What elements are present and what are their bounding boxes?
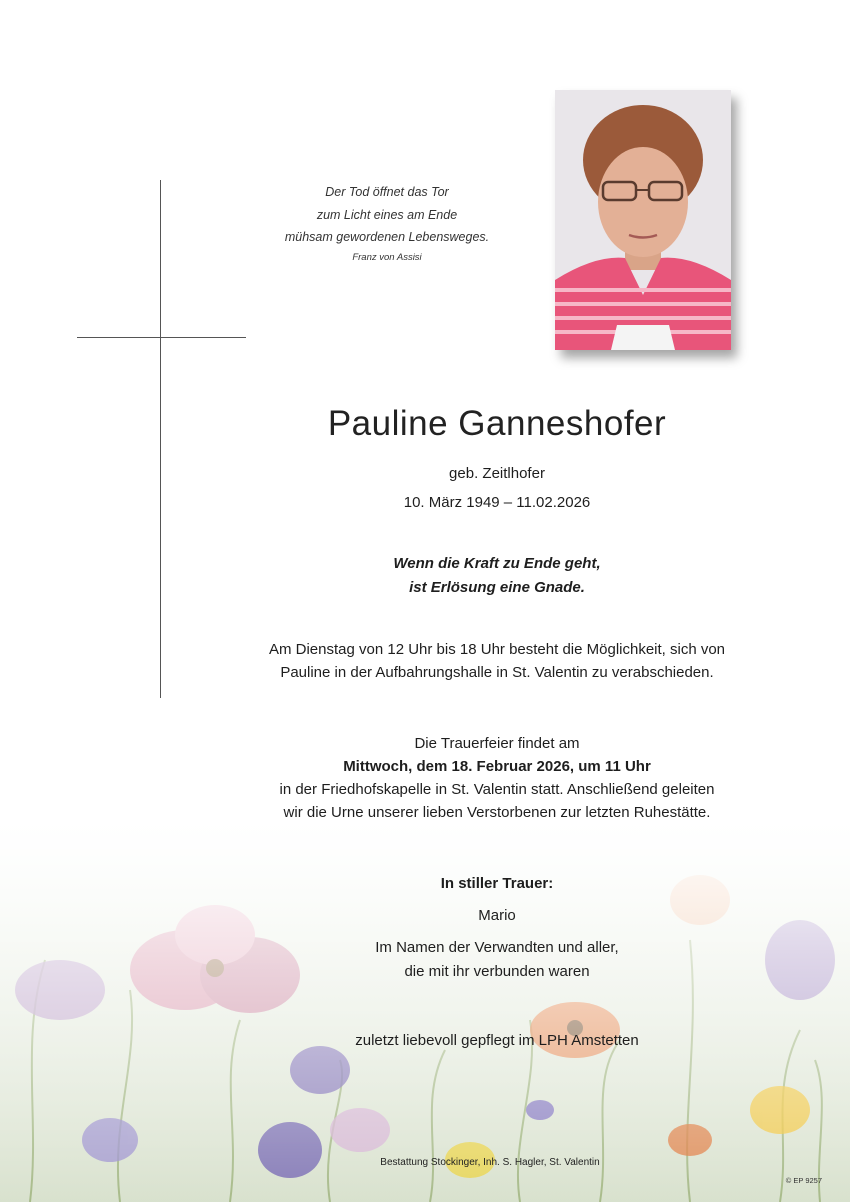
quote-line: zum Licht eines am Ende [316,207,458,222]
care-note: zuletzt liebevoll gepflegt im LPH Amstetten [355,1032,639,1049]
quote-author: Franz von Assisi [352,251,422,263]
ceremony-line: in der Friedhofskapelle in St. Valentin statt. Anschließend geleiten [279,781,715,798]
mourning-heading: In stiller Trauer: [440,875,554,892]
life-dates: 10. März 1949 – 11.02.2026 [403,494,591,511]
ceremony-line: Die Trauerfeier findet am [414,735,580,752]
quote-line: Der Tod öffnet das Tor [325,185,449,199]
mourning-line: die mit ihr verbunden waren [404,963,590,980]
farewell-notice [160,638,834,684]
deceased-name: Pauline Ganneshofer [327,404,667,443]
verse-line: ist Erlösung eine Gnade. [409,579,585,596]
portrait-photo [555,90,731,350]
ceremony-date: Mittwoch, dem 18. Februar 2026, um 11 Uhr [343,758,651,775]
quote-line: mühsam gewordenen Lebensweges. [284,230,490,244]
verse-block [160,552,834,600]
mourning-line: Im Namen der Verwandten und aller, [375,939,619,956]
cross-horizontal-bar [77,337,246,338]
funeral-home-footer: Bestattung Stockinger, Inh. S. Hagler, St. Valentin [380,1157,600,1168]
mourner-name: Mario [478,907,516,924]
mourners-block [160,872,834,984]
memorial-quote [262,181,512,267]
verse-line: Wenn die Kraft zu Ende geht, [393,555,601,572]
farewell-line: Am Dienstag von 12 Uhr bis 18 Uhr besteht die Möglichkeit, sich von [268,641,726,658]
template-code: © EP 9257 [785,1176,822,1185]
ceremony-line: wir die Urne unserer lieben Verstorbenen zur letzten Ruhestätte. [283,804,711,821]
farewell-line: Pauline in der Aufbahrungshalle in St. Valentin zu verabschieden. [280,664,714,681]
ceremony-notice [160,732,834,824]
maiden-name: geb. Zeitlhofer [449,465,545,482]
